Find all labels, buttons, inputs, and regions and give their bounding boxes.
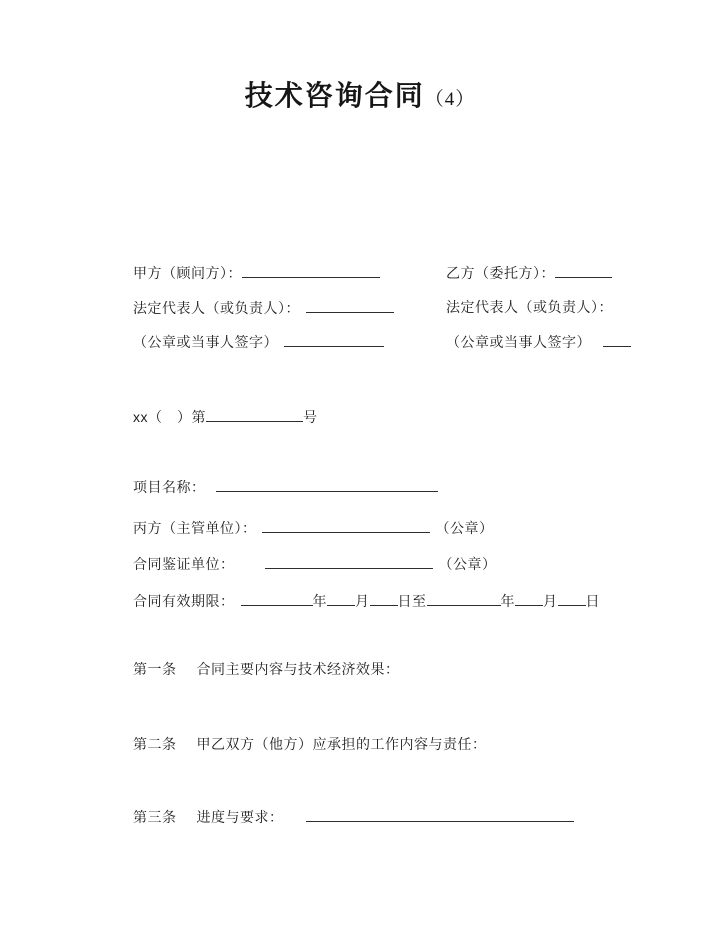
- article-3-text: 进度与要求：: [196, 809, 284, 825]
- attestation-row: [133, 554, 497, 573]
- seal-a-row: [133, 332, 384, 351]
- seal-b-row: [446, 332, 631, 351]
- party-c-row: [133, 518, 494, 537]
- validity-start-year-field: [241, 591, 313, 606]
- legal-rep-a-field: [306, 298, 394, 313]
- seal-b-label: （公章或当事人签字）: [446, 334, 591, 350]
- validity-row: [133, 591, 600, 610]
- document-title-number: （4）: [424, 89, 476, 110]
- validity-start-day-field: [370, 591, 398, 606]
- attestation-field: [265, 554, 433, 569]
- validity-end-year-field: [427, 591, 501, 606]
- party-b-label: 乙方（委托方）：: [446, 265, 555, 281]
- seal-a-field: [284, 332, 384, 347]
- validity-month1-label: 月: [355, 593, 370, 609]
- validity-day2-label: 日: [585, 593, 600, 609]
- document-title: [0, 80, 720, 117]
- seal-a-label: （公章或当事人签字）: [133, 334, 278, 350]
- article-1-text: 合同主要内容与技术经济效果：: [196, 661, 400, 677]
- article-3-field: [306, 807, 574, 822]
- article-3-number: 第三条: [133, 809, 177, 825]
- document-title-text: 技术咨询合同: [244, 81, 425, 112]
- article-2-row: [133, 735, 487, 753]
- legal-rep-b-row: [446, 298, 613, 316]
- doc-number-prefix: xx（ ）第: [133, 409, 206, 425]
- validity-end-day-field: [558, 591, 586, 606]
- validity-month2-label: 月: [543, 593, 558, 609]
- article-2-number: 第二条: [133, 736, 177, 752]
- party-a-name-field: [242, 263, 380, 278]
- party-a-row: [133, 263, 380, 282]
- project-name-row: [133, 477, 438, 496]
- validity-year2-label: 年: [500, 593, 515, 609]
- article-1-row: [133, 660, 400, 678]
- validity-start-month-field: [327, 591, 355, 606]
- seal-b-field: [603, 332, 631, 347]
- validity-end-month-field: [515, 591, 543, 606]
- article-2-text: 甲乙双方（他方）应承担的工作内容与责任：: [196, 736, 487, 752]
- project-name-label: 项目名称：: [133, 479, 206, 495]
- party-c-field: [262, 518, 430, 533]
- validity-day-to-label: 日至: [397, 593, 427, 609]
- party-c-label: 丙方（主管单位）：: [133, 520, 257, 536]
- party-c-seal-label: （公章）: [435, 520, 494, 536]
- legal-rep-a-row: [133, 298, 394, 317]
- attestation-seal-label: （公章）: [438, 556, 497, 572]
- legal-rep-b-label: 法定代表人（或负责人）：: [446, 299, 613, 315]
- doc-number-suffix: 号: [303, 409, 318, 425]
- article-1-number: 第一条: [133, 661, 177, 677]
- validity-year1-label: 年: [312, 593, 327, 609]
- article-3-row: [133, 807, 574, 826]
- attestation-label: 合同鉴证单位：: [133, 556, 235, 572]
- party-b-name-field: [555, 263, 612, 278]
- validity-label: 合同有效期限：: [133, 593, 235, 609]
- doc-number-row: [133, 407, 318, 426]
- party-b-row: [446, 263, 612, 282]
- legal-rep-a-label: 法定代表人（或负责人）：: [133, 300, 300, 316]
- project-name-field: [216, 477, 438, 492]
- party-a-label: 甲方（顾问方）：: [133, 265, 242, 281]
- doc-number-field: [206, 407, 303, 422]
